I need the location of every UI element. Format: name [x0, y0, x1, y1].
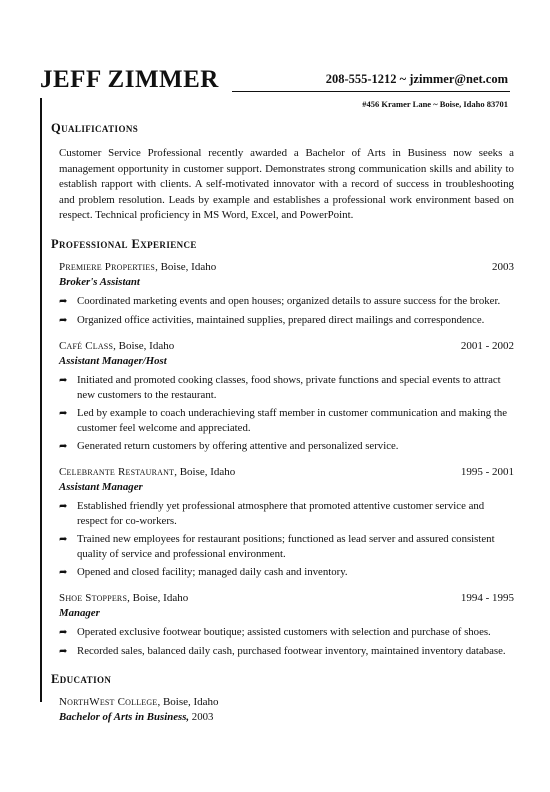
job-title: Assistant Manager: [59, 480, 143, 493]
header-rule: [232, 91, 510, 92]
job-header: [59, 338, 514, 354]
job-bullet: [59, 373, 514, 403]
job-bullet-text: Operated exclusive footwear boutique; assisted customers with selection and purchase of shoes.: [77, 625, 491, 638]
job-bullet-text: Established friendly yet professional atmosphere that promoted attentive customer service and respect for co-workers.: [77, 499, 485, 527]
arrow-bullet-icon: ➦: [59, 566, 68, 578]
job-entry: [59, 338, 514, 454]
job-location: , Boise, Idaho: [174, 465, 236, 478]
job-bullet: [59, 565, 514, 580]
job-bullet-text: Coordinated marketing events and open houses; organized details to assure success for the broker.: [77, 294, 501, 307]
job-dates: 2003: [492, 260, 514, 273]
arrow-bullet-icon: ➦: [59, 533, 68, 545]
job-header: [59, 259, 514, 275]
job-title: Manager: [59, 606, 100, 619]
job-bullet-text: Generated return customers by offering attentive and personalized service.: [77, 439, 399, 452]
job-bullet: [59, 644, 514, 659]
arrow-bullet-icon: ➦: [59, 374, 68, 386]
resume-body: [51, 120, 514, 725]
arrow-bullet-icon: ➦: [59, 440, 68, 452]
job-bullets: [59, 625, 514, 659]
job-bullet: [59, 499, 514, 529]
job-bullet-text: Opened and closed facility; managed daily cash and inventory.: [77, 565, 348, 578]
job-bullet: [59, 313, 514, 328]
education-entry: [59, 694, 514, 725]
qualifications-summary: Customer Service Professional recently awarded a Bachelor of Arts in Business now seeks a management opportunity in customer support. Demonstrates strong communication skills and ability to establish rapport with clients. A self-motivated innovator with a record of success in troubleshooting and problem resolution. Leads by example and establishes a professional work environment based on respect. Technical proficiency in MS Word, Excel, and PowerPoint.: [59, 147, 514, 221]
arrow-bullet-icon: ➦: [59, 500, 68, 512]
education-school: NorthWest College: [59, 695, 158, 708]
job-entry: [59, 464, 514, 580]
job-location: , Boise, Idaho: [113, 339, 175, 352]
job-bullet: [59, 406, 514, 436]
job-entry: [59, 590, 514, 659]
job-bullet-text: Organized office activities, maintained supplies, prepared direct mailings and correspondence.: [77, 313, 485, 326]
job-title: Assistant Manager/Host: [59, 354, 167, 367]
job-bullet: [59, 532, 514, 562]
job-bullet: [59, 294, 514, 309]
job-bullets: [59, 294, 514, 328]
job-bullet: [59, 439, 514, 454]
job-title: Broker's Assistant: [59, 275, 140, 288]
job-location: , Boise, Idaho: [127, 591, 189, 604]
job-bullets: [59, 373, 514, 454]
job-dates: 1994 - 1995: [460, 591, 514, 604]
address-line: #456 Kramer Lane ~ Boise, Idaho 83701: [362, 99, 508, 109]
job-company: Premiere Properties: [59, 260, 156, 273]
job-bullet: [59, 625, 514, 640]
education-degree-line: [59, 710, 514, 725]
candidate-name: JEFF ZIMMER: [40, 66, 219, 93]
arrow-bullet-icon: ➦: [59, 314, 68, 326]
education-degree: Bachelor of Arts in Business,: [59, 710, 190, 723]
job-location: , Boise, Idaho: [155, 260, 217, 273]
education-year: 2003: [189, 710, 214, 723]
job-bullets: [59, 499, 514, 580]
job-dates: 1995 - 2001: [460, 465, 514, 478]
job-bullet-text: Recorded sales, balanced daily cash, purchased footwear inventory, maintained inventory database.: [77, 644, 506, 657]
job-bullet-text: Led by example to coach underachieving staff member in customer communication and making the customer feel welcome and appreciated.: [77, 406, 508, 434]
job-company: Café Class: [59, 339, 114, 352]
job-header: [59, 590, 514, 606]
experience-heading: Professional Experience: [51, 236, 197, 251]
job-bullet-text: Trained new employees for restaurant positions; functioned as lead server and assured consistent quality of service and professional environment.: [77, 532, 495, 560]
arrow-bullet-icon: ➦: [59, 645, 68, 657]
contact-line: 208-555-1212 ~ jzimmer@net.com: [325, 72, 508, 86]
arrow-bullet-icon: ➦: [59, 407, 68, 419]
education-header: [59, 694, 514, 710]
qualifications-heading: Qualifications: [51, 121, 139, 135]
job-header: [59, 464, 514, 480]
job-bullet-text: Initiated and promoted cooking classes, food shows, private functions and special events to attract new customers to the restaurant.: [77, 373, 501, 401]
job-company: Shoe Stoppers: [59, 591, 128, 604]
job-dates: 2001 - 2002: [460, 339, 514, 352]
job-entry: [59, 259, 514, 328]
arrow-bullet-icon: ➦: [59, 295, 68, 307]
education-heading: Education: [51, 671, 112, 686]
arrow-bullet-icon: ➦: [59, 626, 68, 638]
left-margin-rule: [40, 98, 42, 702]
job-company: Celebrante Restaurant: [59, 465, 175, 478]
education-location: , Boise, Idaho: [157, 695, 219, 708]
